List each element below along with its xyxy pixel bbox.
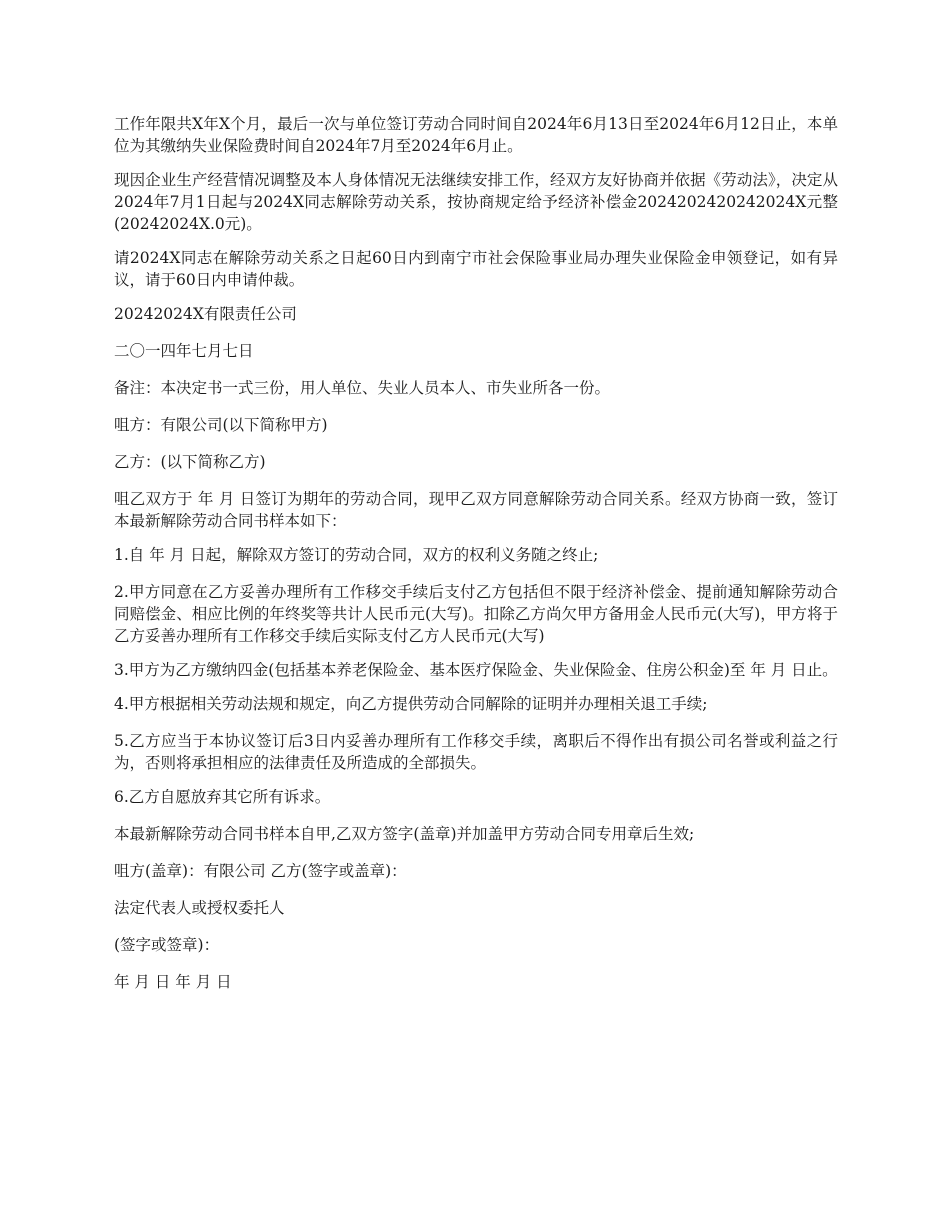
company-name: 20242024X有限责任公司 [114,305,297,323]
party-a-line: 咀方：有限公司(以下简称甲方) [114,416,328,434]
clause-3: 3.甲方为乙方缴纳四金(包括基本养老保险金、基本医疗保险金、失业保险金、住房公积金)至 年 月 日止。 [114,661,838,679]
paragraph-work-years: 工作年限共X年X个月，最后一次与单位签订劳动合同时间自2024年6月13日至2024年6月12日止，本单位为其缴纳失业保险费时间自2024年7月至2024年6月止。 [114,115,838,155]
signature-dates: 年 月 日 年 月 日 [114,973,232,991]
party-b-line: 乙方：(以下简称乙方) [114,453,266,471]
clause-4: 4.甲方根据相关劳动法规和规定，向乙方提供劳动合同解除的证明并办理相关退工手续; [114,695,708,713]
effective-clause: 本最新解除劳动合同书样本自甲,乙双方签字(盖章)并加盖甲方劳动合同专用章后生效; [114,825,695,843]
clause-2: 2.甲方同意在乙方妥善办理所有工作移交手续后支付乙方包括但不限于经济补偿金、提前通知解除劳动合同赔偿金、相应比例的年终奖等共计人民币元(大写)。扣除乙方尚欠甲方备用金人民币元(大写)，甲方将于乙方妥善办理所有工作移交手续后实际支付乙方人民币元(大写) [114,583,838,645]
signature-parties: 咀方(盖章)：有限公司 乙方(签字或盖章)： [114,862,407,880]
clause-6: 6.乙方自愿放弃其它所有诉求。 [114,788,331,806]
clause-1: 1.自 年 月 日起，解除双方签订的劳动合同，双方的权利义务随之终止; [114,546,599,564]
agreement-intro: 咀乙双方于 年 月 日签订为期年的劳动合同，现甲乙双方同意解除劳动合同关系。经双方协商一致，签订本最新解除劳动合同书样本如下： [114,490,838,530]
document-body [114,113,838,1008]
signature-stamp: (签字或签章)： [114,936,220,954]
remark-note: 备注：本决定书一式三份，用人单位、失业人员本人、市失业所各一份。 [114,379,611,397]
paragraph-termination-reason: 现因企业生产经营情况调整及本人身体情况无法继续安排工作，经双方友好协商并依据《劳动法》，决定从2024年7月1日起与2024X同志解除劳动关系，按协商规定给予经济补偿金2024202420242024X元整(20242024X.0元)。 [114,171,838,233]
clause-5: 5.乙方应当于本协议签订后3日内妥善办理所有工作移交手续，离职后不得作出有损公司名誉或利益之行为，否则将承担相应的法律责任及所造成的全部损失。 [114,732,838,772]
document-date: 二〇一四年七月七日 [114,342,254,360]
paragraph-unemployment-registration: 请2024X同志在解除劳动关系之日起60日内到南宁市社会保险事业局办理失业保险金申领登记，如有异议，请于60日内申请仲裁。 [114,249,838,289]
legal-representative: 法定代表人或授权委托人 [114,899,285,917]
